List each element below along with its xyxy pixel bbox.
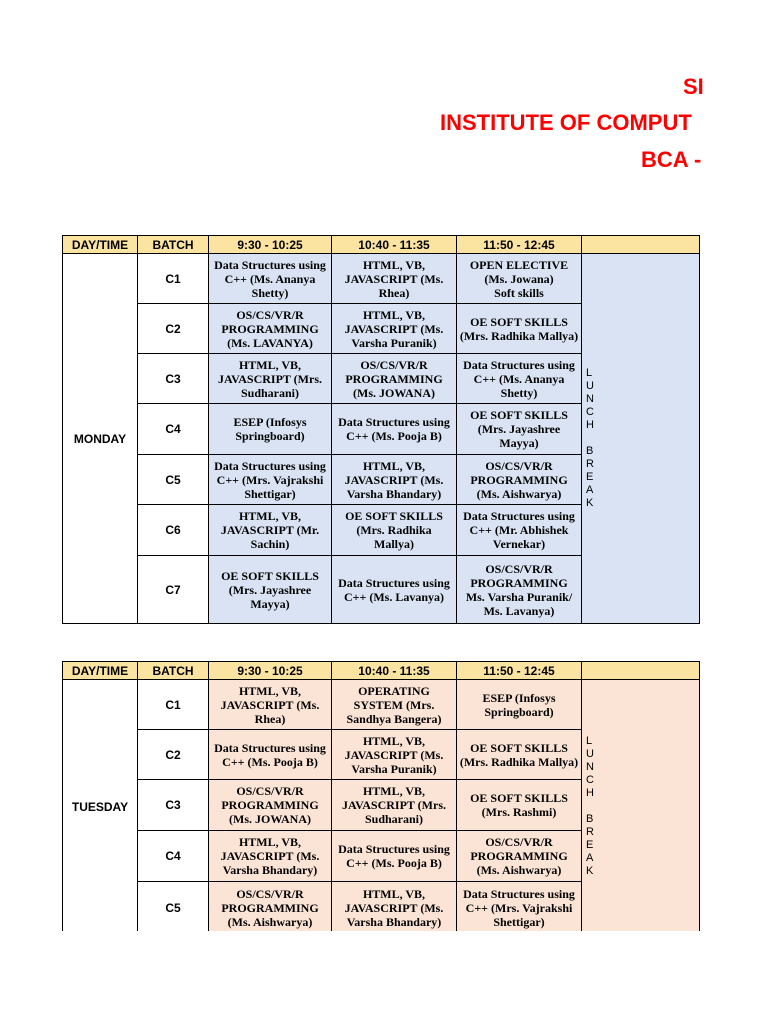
title-line-1: SI xyxy=(683,74,704,99)
session-line: Sudharani) xyxy=(240,385,300,400)
session-line: Sudharani) xyxy=(364,812,424,826)
lunch-letter: B xyxy=(586,445,594,457)
session-line: ESEP (Infosys xyxy=(482,690,556,705)
session-line: OPERATING xyxy=(358,683,430,698)
lunch-letter xyxy=(586,432,698,445)
session-line: Varsha Bhandary) xyxy=(346,914,442,929)
session-line: HTML, VB, xyxy=(238,509,302,523)
session-line: Soft skills xyxy=(494,285,544,300)
session-line: (Mrs. Jayashree xyxy=(228,582,312,597)
session-line: Data Structures using xyxy=(463,357,575,372)
session-line: OE SOFT SKILLS xyxy=(470,740,568,755)
session-cell xyxy=(457,404,582,455)
lunch-letter: E xyxy=(586,471,594,483)
session-cell xyxy=(209,354,332,404)
session-cell xyxy=(332,254,457,304)
lunch-letter: R xyxy=(586,458,594,470)
batch-label: C2 xyxy=(138,304,209,354)
session-cell xyxy=(332,730,457,780)
session-line: Springboard) xyxy=(484,704,554,719)
session-line: C++ (Mr. Abhishek xyxy=(469,523,569,537)
lunch-letter: N xyxy=(586,761,594,773)
session-line: (Ms. JOWANA) xyxy=(229,812,311,826)
lunch-letter: N xyxy=(586,393,594,405)
session-line: C++ (Ms. Lavanya) xyxy=(343,589,444,604)
session-line: Data Structures using xyxy=(214,458,326,473)
batch-label: C4 xyxy=(138,404,209,455)
session-line: JAVASCRIPT (Ms. xyxy=(344,472,444,487)
session-line: OS/CS/VR/R xyxy=(485,835,553,849)
session-line: HTML, VB, xyxy=(362,257,426,272)
session-line: HTML, VB, xyxy=(362,458,426,473)
column-header: 11:50 - 12:45 xyxy=(457,662,582,680)
session-line: JAVASCRIPT (Mrs. xyxy=(341,798,446,812)
column-header: 10:40 - 11:35 xyxy=(332,236,457,254)
session-line: Mayya) xyxy=(250,596,290,611)
session-line: (Mrs. Rashmi) xyxy=(481,805,557,819)
session-cell xyxy=(457,354,582,404)
header-row xyxy=(63,662,700,680)
session-line: HTML, VB, xyxy=(362,307,426,322)
session-cell xyxy=(209,730,332,780)
session-cell xyxy=(209,780,332,831)
session-cell xyxy=(332,680,457,730)
column-header xyxy=(582,236,700,254)
title-line-3: BCA - xyxy=(641,147,702,172)
batch-label: C4 xyxy=(138,831,209,882)
session-line: JAVASCRIPT (Ms. xyxy=(220,849,320,863)
session-line: JAVASCRIPT (Ms. xyxy=(344,321,444,336)
session-cell xyxy=(332,354,457,404)
table-row xyxy=(63,680,700,730)
session-line: Mayya) xyxy=(499,436,539,450)
lunch-letter: A xyxy=(586,852,594,864)
session-cell xyxy=(209,505,332,556)
session-cell xyxy=(209,404,332,455)
session-line: OE SOFT SKILLS xyxy=(470,314,568,329)
session-line: HTML, VB, xyxy=(362,784,426,798)
session-line: PROGRAMMING xyxy=(221,798,319,812)
lunch-letter: H xyxy=(586,787,594,799)
session-line: C++ (Ms. Pooja B) xyxy=(346,856,442,870)
session-line: Data Structures using xyxy=(214,257,326,272)
session-line: PROGRAMMING xyxy=(221,900,319,915)
session-line: OPEN ELECTIVE xyxy=(469,257,569,272)
session-cell xyxy=(457,556,582,624)
session-line: Shetty) xyxy=(251,285,289,300)
table-row xyxy=(63,254,700,304)
session-cell xyxy=(332,455,457,505)
session-line: OE SOFT SKILLS xyxy=(221,568,319,583)
batch-label: C3 xyxy=(138,354,209,404)
session-cell xyxy=(457,680,582,730)
batch-label: C1 xyxy=(138,680,209,730)
session-cell xyxy=(332,404,457,455)
session-line: OS/CS/VR/R xyxy=(236,784,304,798)
session-line: JAVASCRIPT (Ms. xyxy=(344,747,444,762)
session-line: HTML, VB, xyxy=(362,733,426,748)
session-line: PROGRAMMING xyxy=(470,472,568,487)
session-line: PROGRAMMING xyxy=(345,371,443,386)
lunch-letter: C xyxy=(586,406,594,418)
header-row xyxy=(63,236,700,254)
column-header: BATCH xyxy=(138,236,209,254)
lunch-letter: U xyxy=(586,748,594,760)
session-line: Data Structures using xyxy=(463,509,575,523)
batch-label: C5 xyxy=(138,455,209,505)
session-line: JAVASCRIPT (Mr. xyxy=(220,523,320,537)
session-line: PROGRAMMING xyxy=(470,849,568,863)
column-header: 11:50 - 12:45 xyxy=(457,236,582,254)
lunch-letter: K xyxy=(586,865,594,877)
session-line: HTML, VB, xyxy=(238,357,302,372)
session-line: OS/CS/VR/R xyxy=(236,886,304,901)
lunch-letter: U xyxy=(586,380,594,392)
session-line: OS/CS/VR/R xyxy=(360,357,428,372)
session-line: SYSTEM (Mrs. xyxy=(353,697,435,712)
lunch-letter: K xyxy=(586,497,594,509)
session-line: (Mrs. Radhika Mallya) xyxy=(459,328,579,343)
session-line: Varsha Puranik) xyxy=(351,335,437,350)
session-line: JAVASCRIPT (Ms. xyxy=(344,271,444,286)
column-header xyxy=(582,662,700,680)
session-cell xyxy=(457,505,582,556)
column-header: BATCH xyxy=(138,662,209,680)
session-line: Varsha Bhandary) xyxy=(346,486,442,501)
batch-label: C5 xyxy=(138,882,209,932)
monday-timetable xyxy=(62,235,700,624)
session-cell xyxy=(332,831,457,882)
session-line: HTML, VB, xyxy=(362,886,426,901)
session-line: (Ms. LAVANYA) xyxy=(227,335,313,350)
session-cell xyxy=(457,254,582,304)
session-line: Data Structures using xyxy=(338,842,450,856)
session-line: OS/CS/VR/R xyxy=(485,458,553,473)
session-cell xyxy=(457,780,582,831)
session-line: C++ (Mrs. Vajrakshi xyxy=(465,900,573,915)
session-line: (Mrs. Radhika Mallya) xyxy=(459,754,579,769)
session-cell xyxy=(457,882,582,932)
session-line: (Ms. Jowana) xyxy=(484,271,554,286)
lunch-letter: A xyxy=(586,484,594,496)
lunch-letter: E xyxy=(586,839,594,851)
session-line: JAVASCRIPT (Ms. xyxy=(344,900,444,915)
session-cell xyxy=(457,831,582,882)
session-line: Shetty) xyxy=(500,385,538,400)
session-line: JAVASCRIPT (Mrs. xyxy=(217,371,322,386)
batch-label: C6 xyxy=(138,505,209,556)
day-label: TUESDAY xyxy=(63,680,138,932)
session-line: C++ (Mrs. Vajrakshi xyxy=(216,472,324,487)
session-line: Vernekar) xyxy=(492,537,546,551)
session-line: Shettigar) xyxy=(493,914,545,929)
session-line: OE SOFT SKILLS xyxy=(470,408,568,422)
session-line: HTML, VB, xyxy=(238,835,302,849)
session-line: Varsha Puranik) xyxy=(351,761,437,776)
session-cell xyxy=(332,780,457,831)
session-line: (Ms. Aishwarya) xyxy=(227,914,313,929)
session-cell xyxy=(209,556,332,624)
session-line: ESEP (Infosys xyxy=(233,415,307,429)
session-cell xyxy=(209,680,332,730)
session-cell xyxy=(332,304,457,354)
tuesday-timetable xyxy=(62,661,700,931)
session-line: PROGRAMMING xyxy=(221,321,319,336)
session-line: Mallya) xyxy=(374,537,414,551)
session-line: Rhea) xyxy=(378,285,410,300)
session-line: (Ms. JOWANA) xyxy=(353,385,435,400)
session-line: Data Structures using xyxy=(338,415,450,429)
session-line: Ms. Lavanya) xyxy=(483,603,555,618)
lunch-letter: L xyxy=(586,735,593,747)
lunch-letter xyxy=(586,800,698,813)
lunch-letter: C xyxy=(586,774,594,786)
batch-label: C3 xyxy=(138,780,209,831)
column-header: DAY/TIME xyxy=(63,662,138,680)
session-line: (Ms. Aishwarya) xyxy=(476,863,562,877)
title-line-2: INSTITUTE OF COMPUT xyxy=(440,110,692,135)
lunch-letter: H xyxy=(586,419,594,431)
session-cell xyxy=(332,882,457,932)
session-line: (Mrs. Jayashree xyxy=(477,422,561,436)
session-line: Data Structures using xyxy=(463,886,575,901)
lunch-letter: B xyxy=(586,813,594,825)
session-cell xyxy=(332,505,457,556)
session-line: OS/CS/VR/R xyxy=(236,307,304,322)
session-line: Data Structures using xyxy=(338,575,450,590)
session-line: OE SOFT SKILLS xyxy=(470,791,568,805)
session-line: Sandhya Bangera) xyxy=(346,711,442,726)
batch-label: C1 xyxy=(138,254,209,304)
batch-label: C2 xyxy=(138,730,209,780)
column-header: 9:30 - 10:25 xyxy=(209,236,332,254)
session-line: Ms. Varsha Puranik/ xyxy=(465,589,573,604)
batch-label: C7 xyxy=(138,556,209,624)
session-cell xyxy=(209,254,332,304)
session-line: Sachin) xyxy=(250,537,290,551)
session-line: JAVASCRIPT (Ms. xyxy=(220,697,320,712)
session-cell xyxy=(209,831,332,882)
column-header: DAY/TIME xyxy=(63,236,138,254)
lunch-letter: L xyxy=(586,367,593,379)
session-line: C++ (Ms. Pooja B) xyxy=(222,754,318,769)
session-line: Data Structures using xyxy=(214,740,326,755)
session-line: (Ms. Aishwarya) xyxy=(476,486,562,501)
session-line: (Mrs. Radhika xyxy=(356,523,432,537)
session-cell xyxy=(209,455,332,505)
session-cell xyxy=(457,730,582,780)
session-cell xyxy=(457,455,582,505)
session-cell xyxy=(332,556,457,624)
session-line: C++ (Ms. Pooja B) xyxy=(346,429,442,443)
column-header: 9:30 - 10:25 xyxy=(209,662,332,680)
session-line: Springboard) xyxy=(235,429,305,443)
session-line: Rhea) xyxy=(254,711,286,726)
session-line: Shettigar) xyxy=(244,486,296,501)
lunch-break-column xyxy=(582,680,700,932)
session-line: PROGRAMMING xyxy=(470,575,568,590)
column-header: 10:40 - 11:35 xyxy=(332,662,457,680)
session-line: OS/CS/VR/R xyxy=(485,561,553,576)
session-line: OE SOFT SKILLS xyxy=(345,509,443,523)
session-line: C++ (Ms. Ananya xyxy=(473,371,565,386)
session-cell xyxy=(457,304,582,354)
lunch-break-column xyxy=(582,254,700,624)
session-line: HTML, VB, xyxy=(238,683,302,698)
session-cell xyxy=(209,304,332,354)
session-line: Varsha Bhandary) xyxy=(222,863,318,877)
day-label: MONDAY xyxy=(63,254,138,624)
lunch-letter: R xyxy=(586,826,594,838)
session-cell xyxy=(209,882,332,932)
session-line: C++ (Ms. Ananya xyxy=(224,271,316,286)
